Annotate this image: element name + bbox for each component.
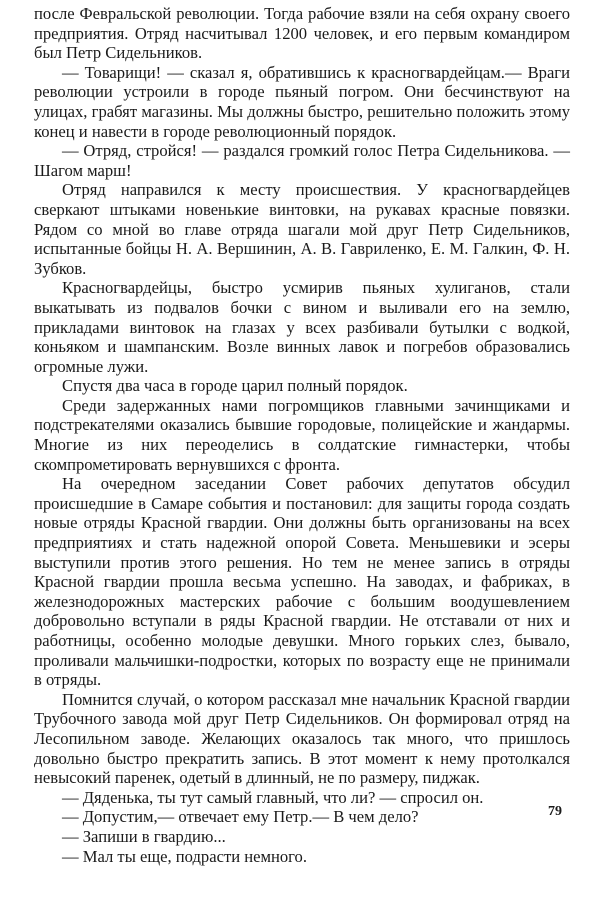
body-text — [34, 4, 570, 866]
paragraph: Помнится случай, о котором рассказал мне начальник Красной гвардии Трубочного завода мой друг Петр Сидельников. Он формировал отряд на Лесопильном заводе. Желающих оказалось так много, что пришлось довольно быстро прекратить запись. В этот момент к нему протолкался невысокий паренек, одетый в длинный, не по размеру, пиджак. — [34, 689, 570, 788]
dialogue-line: — Допустим,— отвечает ему Петр.— В чем дело? — [62, 807, 419, 827]
dialogue-line: — Мал ты еще, подрасти немного. — [62, 846, 308, 866]
page-number: 79 — [548, 804, 562, 819]
paragraph: На очередном заседании Совет рабочих депутатов обсудил происшедшие в Самаре события и постановил: для защиты города создать новые отряды Красной гвардии. Они должны быть организованы на всех предприятиях и стать надежной опорой Совета. Меньшевики и эсеры выступили против этого решения. Но тем не менее запись в отряды Красной гвардии прошла весьма успешно. На заводах, и фабриках, в железнодорожных мастерских рабочие с большим воодушевлением добровольно вступали в ряды Красной гвардии. Не отставали от них и работницы, особенно молодые девушки. Много горьких слез, бывало, проливали мальчишки-подростки, которых по возрасту еще не принимали в отряды. — [34, 474, 570, 690]
paragraph: Спустя два часа в городе царил полный порядок. — [62, 376, 408, 396]
paragraph: — Товарищи! — сказал я, обратившись к красногвардейцам.— Враги революции устроили в городе пьяный погром. Они бесчинствуют на улицах, грабят магазины. Мы должны быстро, решительно положить этому конец и навести в городе революционный порядок. — [34, 62, 570, 141]
dialogue-line: — Дяденька, ты тут самый главный, что ли? — спросил он. — [62, 787, 484, 807]
paragraph: после Февральской революции. Тогда рабочие взяли на себя охрану своего предприятия. Отряд насчитывал 1200 человек, и его первым командиром был Петр Сидельников. — [34, 4, 570, 63]
paragraph: Красногвардейцы, быстро усмирив пьяных хулиганов, стали выкатывать из подвалов бочки с вином и выливали его на землю, прикладами винтовок на глазах у всех разбивали бутылки с водкой, коньяком и шампанским. Возле винных лавок и погребов образовались огромные лужи. — [34, 278, 570, 376]
paragraph: Отряд направился к месту происшествия. У красногвардейцев сверкают штыками новенькие винтовки, на рукавах красные повязки. Рядом со мной во главе отряда шагали мой друг Петр Сидельников, испытанные бойцы Н. А. Вершинин, А. В. Гавриленко, Е. М. Галкин, Ф. Н. Зубков. — [34, 180, 570, 278]
dialogue-line: — Запиши в гвардию... — [62, 826, 226, 846]
paragraph: — Отряд, стройся! — раздался громкий голос Петра Сидельникова. — Шагом марш! — [34, 141, 570, 180]
paragraph: Среди задержанных нами погромщиков главными зачинщиками и подстрекателями оказались бывшие городовые, полицейские и жандармы. Многие из них переоделись в солдатские гимнастерки, чтобы скомпрометировать вернувшихся с фронта. — [34, 395, 570, 474]
